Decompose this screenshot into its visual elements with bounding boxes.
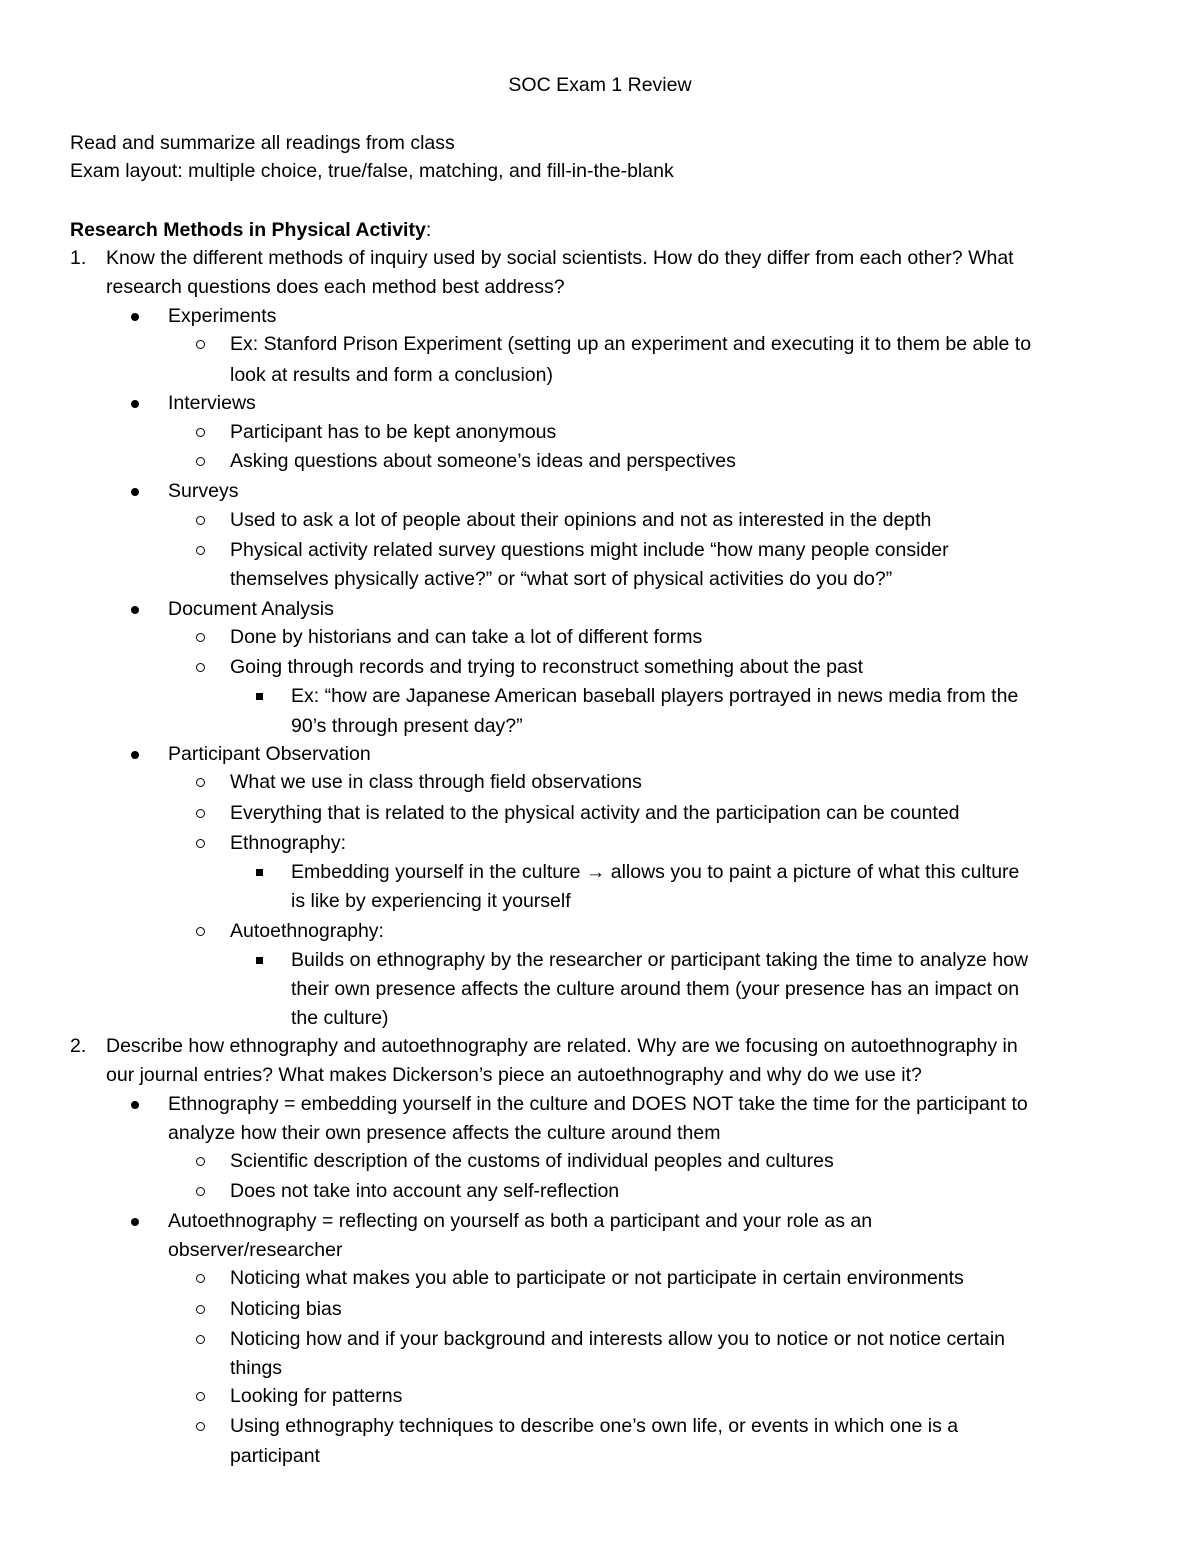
list-item-label: analyze how their own presence affects the culture around them	[168, 1122, 721, 1144]
sub-item-text: Going through records and trying to reconstruct something about the past	[230, 656, 864, 678]
bullet-circle-icon	[196, 1335, 205, 1344]
sub-item-text: Using ethnography techniques to describe one’s own life, or events in which one is a	[230, 1415, 959, 1437]
bullet-circle-icon	[196, 457, 205, 466]
bullet-circle-icon	[196, 663, 205, 672]
bullet-disc-icon	[131, 751, 139, 759]
section-heading	[70, 216, 431, 245]
bullet-circle-icon	[196, 546, 205, 555]
list-item-label: Autoethnography = reflecting on yourself as both a participant and your role as an	[168, 1210, 873, 1232]
list-item-label: observer/researcher	[168, 1239, 343, 1261]
list-item-label: Ethnography = embedding yourself in the culture and DOES NOT take the time for the participant to	[168, 1093, 1028, 1115]
sub-item-text: things	[230, 1357, 283, 1379]
sub-item-text: Ex: Stanford Prison Experiment (setting up an experiment and executing it to them be able to	[230, 333, 1032, 355]
list-item-label: Interviews	[168, 392, 256, 414]
bullet-square-icon	[256, 957, 263, 964]
sub-item-text: Scientific description of the customs of individual peoples and cultures	[230, 1150, 834, 1172]
sub-item-text: Ethnography:	[230, 832, 347, 854]
bullet-circle-icon	[196, 340, 205, 349]
sub-item-text: Noticing how and if your background and interests allow you to notice or not notice certain	[230, 1328, 1006, 1350]
intro-line: Read and summarize all readings from class	[70, 132, 455, 154]
sub-item-text: Looking for patterns	[230, 1385, 403, 1407]
question-text: our journal entries? What makes Dickerson’s piece an autoethnography and why do we use it?	[106, 1064, 922, 1086]
section-heading-colon: :	[425, 219, 432, 241]
sub-sub-item-text: 90’s through present day?”	[291, 715, 523, 737]
sub-sub-item-text: Ex: “how are Japanese American baseball players portrayed in news media from the	[291, 685, 1019, 707]
sub-sub-item-text: the culture)	[291, 1007, 389, 1029]
sub-item-text: Done by historians and can take a lot of different forms	[230, 626, 703, 648]
bullet-circle-icon	[196, 1305, 205, 1314]
intro-line: Exam layout: multiple choice, true/false, matching, and fill-in-the-blank	[70, 160, 674, 182]
bullet-circle-icon	[196, 809, 205, 818]
sub-item-text: look at results and form a conclusion)	[230, 364, 553, 386]
list-item-label: Document Analysis	[168, 598, 334, 620]
sub-item-text: What we use in class through field observations	[230, 771, 642, 793]
page-title: SOC Exam 1 Review	[508, 74, 692, 96]
sub-item-text: Physical activity related survey questions might include “how many people consider	[230, 539, 949, 561]
bullet-circle-icon	[196, 428, 205, 437]
sub-item-text: Noticing bias	[230, 1298, 342, 1320]
bullet-disc-icon	[131, 400, 139, 408]
bullet-disc-icon	[131, 488, 139, 496]
sub-item-text: themselves physically active?” or “what sort of physical activities do you do?”	[230, 568, 893, 590]
list-item-label: Experiments	[168, 305, 277, 327]
sub-item-text: participant	[230, 1445, 320, 1467]
bullet-disc-icon	[131, 1218, 139, 1226]
list-item-label: Surveys	[168, 480, 239, 502]
bullet-square-icon	[256, 693, 263, 700]
bullet-circle-icon	[196, 633, 205, 642]
bullet-disc-icon	[131, 313, 139, 321]
sub-sub-item-text: Builds on ethnography by the researcher or participant taking the time to analyze how	[291, 949, 1029, 971]
bullet-circle-icon	[196, 778, 205, 787]
section-heading-text: Research Methods in Physical Activity	[70, 219, 426, 241]
bullet-circle-icon	[196, 516, 205, 525]
sub-sub-item-text: their own presence affects the culture around them (your presence has an impact on	[291, 978, 1020, 1000]
question-text: Know the different methods of inquiry used by social scientists. How do they differ from each other? What	[106, 247, 1014, 269]
question-number: 2.	[70, 1035, 87, 1057]
sub-item-text: Participant has to be kept anonymous	[230, 421, 557, 443]
sub-item-text: Autoethnography:	[230, 920, 384, 942]
sub-sub-item-text: Embedding yourself in the culture → allows you to paint a picture of what this culture	[291, 861, 1020, 883]
sub-item-text: Noticing what makes you able to participate or not participate in certain environments	[230, 1267, 964, 1289]
bullet-circle-icon	[196, 1187, 205, 1196]
bullet-circle-icon	[196, 1157, 205, 1166]
question-text: Describe how ethnography and autoethnography are related. Why are we focusing on autoethnography in	[106, 1035, 1018, 1057]
sub-item-text: Asking questions about someone’s ideas and perspectives	[230, 450, 736, 472]
bullet-circle-icon	[196, 1274, 205, 1283]
sub-item-text: Everything that is related to the physical activity and the participation can be counted	[230, 802, 960, 824]
bullet-disc-icon	[131, 606, 139, 614]
question-text: research questions does each method best address?	[106, 276, 565, 298]
bullet-disc-icon	[131, 1101, 139, 1109]
bullet-square-icon	[256, 869, 263, 876]
sub-item-text: Does not take into account any self-reflection	[230, 1180, 620, 1202]
bullet-circle-icon	[196, 1392, 205, 1401]
bullet-circle-icon	[196, 1422, 205, 1431]
question-number: 1.	[70, 247, 87, 269]
list-item-label: Participant Observation	[168, 743, 371, 765]
bullet-circle-icon	[196, 839, 205, 848]
sub-item-text: Used to ask a lot of people about their opinions and not as interested in the depth	[230, 509, 932, 531]
bullet-circle-icon	[196, 927, 205, 936]
sub-sub-item-text: is like by experiencing it yourself	[291, 890, 571, 912]
